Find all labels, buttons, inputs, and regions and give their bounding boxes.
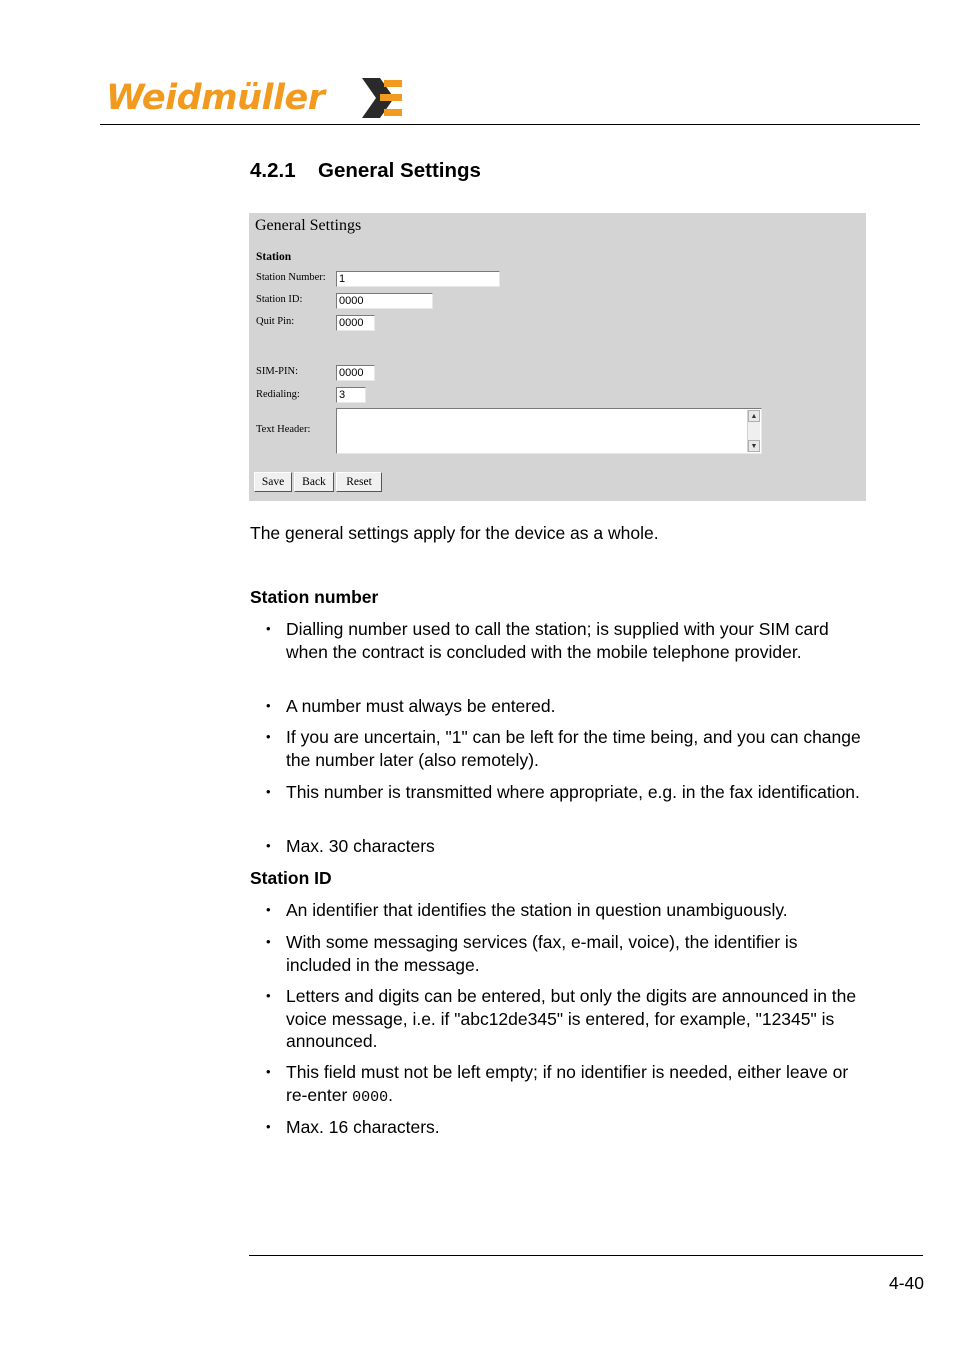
section-title: General Settings — [318, 159, 481, 182]
intro-text: The general settings apply for the device as a whole. — [250, 523, 659, 543]
footer-rule — [249, 1255, 923, 1256]
scroll-up-icon[interactable]: ▲ — [748, 410, 760, 422]
text-header-textarea[interactable] — [336, 408, 762, 454]
station-number-label: Station Number: — [256, 272, 326, 283]
code-value: 0000 — [352, 1088, 389, 1106]
station-group-label: Station — [256, 251, 292, 263]
page-number: 4-40 — [888, 1273, 924, 1293]
station-id-label: Station ID: — [256, 294, 303, 305]
station-number-heading: Station number — [250, 587, 379, 607]
redialing-label: Redialing: — [256, 389, 300, 400]
header-rule — [100, 124, 920, 125]
brand-logo — [106, 76, 325, 120]
list-item: • Max. 16 characters. — [266, 1117, 440, 1137]
scroll-down-icon[interactable]: ▼ — [748, 440, 760, 452]
section-heading — [250, 159, 481, 183]
list-item: • Dialling number used to call the station; is supplied with your SIM card when the contract is concluded with the mobile telephone provider. — [266, 619, 829, 662]
save-button[interactable]: Save — [254, 472, 292, 492]
list-item: • With some messaging services (fax, e-mail, voice), the identifier is included in the message. — [266, 932, 798, 975]
list-item: • This number is transmitted where appropriate, e.g. in the fax identification. — [266, 782, 860, 802]
list-item: • Max. 30 characters — [266, 836, 435, 856]
station-number-input[interactable]: 1 — [336, 271, 500, 287]
textarea-scrollbar[interactable] — [747, 410, 760, 452]
general-settings-form — [249, 213, 866, 501]
list-item: • If you are uncertain, "1" can be left for the time being, and you can change the number later (also remotely). — [266, 727, 861, 770]
quit-pin-label: Quit Pin: — [256, 316, 295, 327]
sim-pin-input[interactable]: 0000 — [336, 365, 375, 381]
list-item: • This field must not be left empty; if no identifier is needed, either leave or re-enter 0000. — [266, 1062, 849, 1106]
quit-pin-input[interactable]: 0000 — [336, 315, 375, 331]
list-item: • An identifier that identifies the station in question unambiguously. — [266, 900, 788, 920]
weidmuller-cross-icon — [360, 76, 406, 120]
list-item: • Letters and digits can be entered, but only the digits are announced in the voice message, i.e. if "abc12de345" is entered, for example, "12345" is announced. — [266, 986, 857, 1051]
redialing-input[interactable]: 3 — [336, 387, 366, 403]
station-id-input[interactable]: 0000 — [336, 293, 433, 309]
back-button[interactable]: Back — [294, 472, 334, 492]
list-item: • A number must always be entered. — [266, 696, 556, 716]
sim-pin-label: SIM-PIN: — [256, 366, 299, 377]
form-title: General Settings — [255, 217, 362, 234]
station-id-heading: Station ID — [250, 868, 332, 888]
brand-name: Weidmüller — [106, 78, 325, 118]
reset-button[interactable]: Reset — [336, 472, 382, 492]
section-number: 4.2.1 — [250, 159, 296, 182]
text-header-label: Text Header: — [256, 424, 311, 435]
